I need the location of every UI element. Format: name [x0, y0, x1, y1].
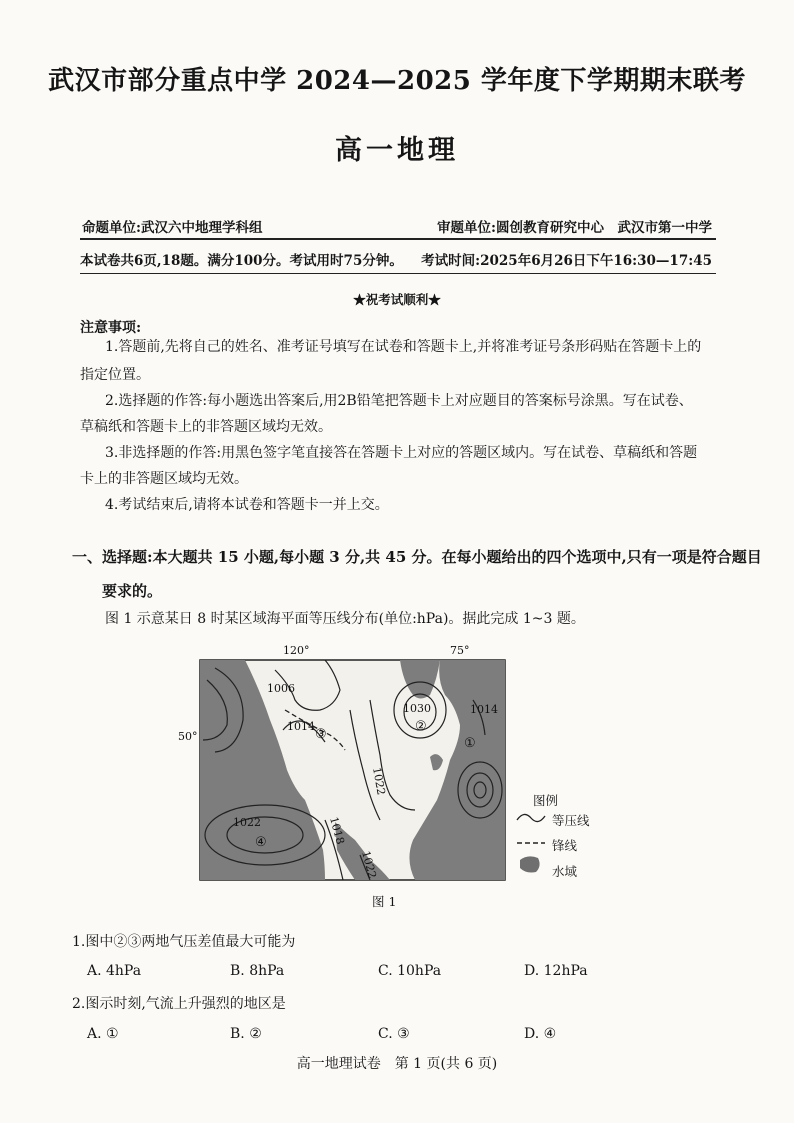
- isobar-label-1014-east: 1014: [470, 703, 498, 716]
- question-2-option-c[interactable]: C. ③: [378, 1026, 410, 1042]
- proposer-info: 命题单位:武汉六中地理学科组: [82, 220, 263, 236]
- notice-item-2: 2.选择题的作答:每小题选出答案后,用2B铅笔把答题卡上对应题目的答案标号涂黑。写在试卷、: [105, 393, 693, 409]
- question-1-option-c[interactable]: C. 10hPa: [378, 963, 442, 979]
- good-luck-banner: ★祝考试顺利★: [353, 292, 441, 307]
- section-heading-cont: 要求的。: [102, 582, 163, 600]
- question-1-option-d[interactable]: D. 12hPa: [524, 963, 588, 979]
- exam-time: 考试时间:2025年6月26日下午16:30—17:45: [421, 253, 712, 269]
- page-footer: 高一地理试卷 第 1 页(共 6 页): [296, 1056, 498, 1072]
- isobar-label-1022-center: 1022: [370, 766, 388, 797]
- question-2-option-a[interactable]: A. ①: [87, 1026, 119, 1042]
- lon-label-75: 75°: [450, 644, 470, 657]
- lat-label-50: 50°: [178, 730, 198, 743]
- notice-item-1-cont: 指定位置。: [80, 367, 150, 383]
- notice-item-3-cont: 卡上的非答题区域均无效。: [80, 471, 248, 487]
- notice-item-1: 1.答题前,先将自己的姓名、准考证号填写在试卷和答题卡上,并将准考证号条形码贴在答题卡上的: [105, 339, 702, 355]
- lon-label-120: 120°: [283, 644, 310, 657]
- isobar-label-1006: 1006: [267, 682, 295, 695]
- isobar-label-1014-west: 1014: [287, 720, 315, 733]
- question-2-stem: 2.图示时刻,气流上升强烈的地区是: [72, 996, 286, 1012]
- notice-item-3: 3.非选择题的作答:用黑色签字笔直接答在答题卡上对应的答题区域内。写在试卷、草稿纸和答题: [105, 445, 698, 461]
- notice-heading: 注意事项:: [80, 320, 142, 336]
- isobar-label-1030: 1030: [403, 702, 431, 715]
- question-1-option-a[interactable]: A. 4hPa: [87, 963, 142, 979]
- point-1: ①: [464, 736, 476, 751]
- info-rule: [80, 273, 716, 274]
- isobar-label-1022-south: 1022: [359, 849, 379, 880]
- section-heading: 一、选择题:本大题共 15 小题,每小题 3 分,共 45 分。在每小题给出的四个选项中,只有一项是符合题目: [72, 548, 762, 566]
- legend-water: 水域: [552, 864, 578, 879]
- point-3: ③: [315, 727, 327, 742]
- figure-intro: 图 1 示意某日 8 时某区域海平面等压线分布(单位:hPa)。据此完成 1~3 题。: [105, 611, 585, 627]
- legend-symbols: [514, 808, 548, 878]
- legend-title: 图例: [533, 793, 559, 808]
- question-2-option-b[interactable]: B. ②: [230, 1026, 262, 1042]
- exam-title: 武汉市部分重点中学 2024—2025 学年度下学期期末联考: [48, 66, 746, 96]
- isobar-map-figure: [175, 640, 515, 890]
- exam-subject: 高一地理: [335, 135, 459, 166]
- paper-info: 本试卷共6页,18题。满分100分。考试用时75分钟。: [80, 253, 403, 269]
- point-2: ②: [415, 719, 427, 734]
- question-2-option-d[interactable]: D. ④: [524, 1026, 557, 1042]
- question-1-stem: 1.图中②③两地气压差值最大可能为: [72, 934, 296, 950]
- notice-item-2-cont: 草稿纸和答题卡上的非答题区域均无效。: [80, 419, 332, 435]
- legend-water-symbol: [520, 856, 540, 872]
- header-rule: [80, 238, 716, 240]
- question-1-option-b[interactable]: B. 8hPa: [230, 963, 285, 979]
- isobar-label-1018: 1018: [327, 815, 347, 846]
- legend-isobar-symbol: [517, 814, 545, 821]
- figure-caption: 图 1: [372, 894, 397, 909]
- notice-item-4: 4.考试结束后,请将本试卷和答题卡一并上交。: [105, 497, 389, 513]
- isobar-map: [175, 640, 515, 890]
- isobar-label-1022-sw: 1022: [233, 816, 261, 829]
- reviewer-info: 审题单位:圆创教育研究中心 武汉市第一中学: [437, 220, 712, 236]
- legend-isobar: 等压线: [552, 813, 590, 828]
- legend-front: 锋线: [552, 838, 578, 853]
- point-4: ④: [255, 835, 267, 850]
